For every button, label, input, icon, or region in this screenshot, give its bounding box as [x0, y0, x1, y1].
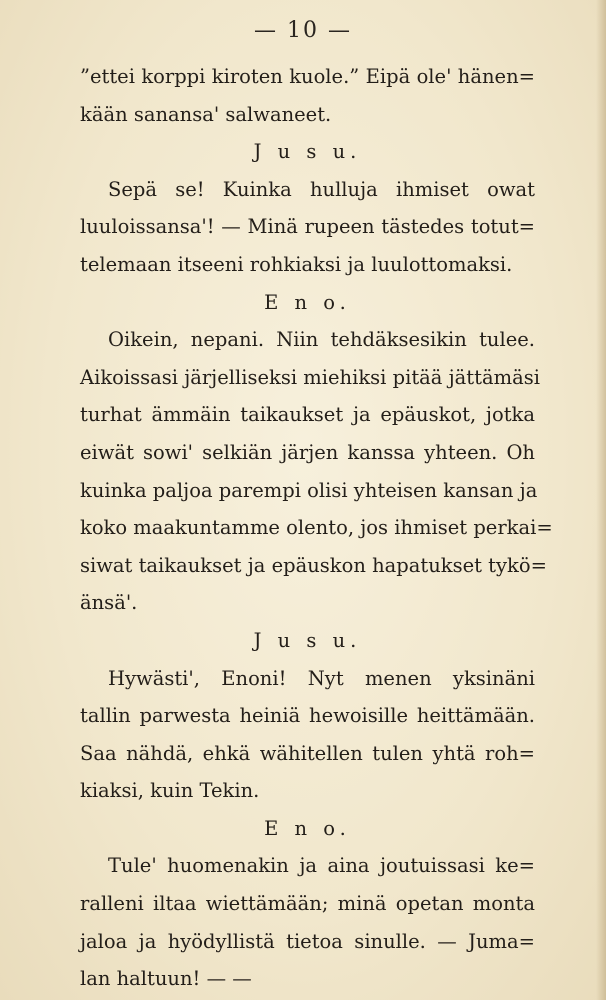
- text-line: siwat taikaukset ja epäuskon hapatukset tykö=: [80, 553, 547, 577]
- speaker-heading-jusu: J u s u.: [253, 628, 362, 652]
- text-line: jaloa ja hyödyllistä tietoa sinulle. — Juma=: [80, 929, 535, 953]
- text-line: lan haltuun! — —: [80, 967, 252, 991]
- text-line: ralleni iltaa wiettämään; minä opetan monta: [80, 892, 535, 916]
- text-line: luuloissansa'! — Minä rupeen tästedes totut=: [80, 215, 535, 239]
- text-line: turhat ämmäin taikaukset ja epäuskot, jotka: [80, 403, 535, 427]
- text-line: Aikoissasi järjelliseksi miehiksi pitää jättämäsi: [80, 365, 540, 389]
- text-line: ”ettei korppi kiroten kuole.” Eipä ole' hänen=: [80, 65, 535, 88]
- page-number-header: — 10 —: [254, 18, 352, 43]
- speaker-heading-eno: E n o.: [264, 816, 351, 840]
- text-line: kuinka paljoa parempi olisi yhteisen kansan ja: [80, 478, 538, 502]
- text-line: eiwät sowi' selkiän järjen kanssa yhteen. Oh: [80, 440, 535, 464]
- text-line: Sepä se! Kuinka hulluja ihmiset owat: [108, 177, 535, 201]
- text-line: tallin parwesta heiniä hewoisille heittämään.: [80, 704, 535, 728]
- text-line: Hywästi', Enoni! Nyt menen yksinäni: [108, 666, 535, 690]
- text-line: kiaksi, kuin Tekin.: [80, 779, 260, 803]
- text-line: koko maakuntamme olento, jos ihmiset perkai=: [80, 516, 553, 540]
- body-text: [80, 58, 553, 998]
- text-line: Saa nähdä, ehkä wähitellen tulen yhtä roh=: [80, 741, 535, 765]
- page-edge-shadow: [596, 0, 606, 1000]
- speaker-heading-eno: E n o.: [264, 290, 351, 314]
- text-line: Tule' huomenakin ja aina joutuissasi ke=: [108, 854, 535, 878]
- text-line: Oikein, nepani. Niin tehdäksesikin tulee.: [108, 328, 535, 352]
- text-line: änsä'.: [80, 591, 138, 615]
- text-line: telemaan itseeni rohkiaksi ja luulottomaksi.: [80, 252, 513, 276]
- speaker-heading-jusu: J u s u.: [253, 140, 362, 164]
- text-line: kään sanansa' salwaneet.: [80, 102, 332, 126]
